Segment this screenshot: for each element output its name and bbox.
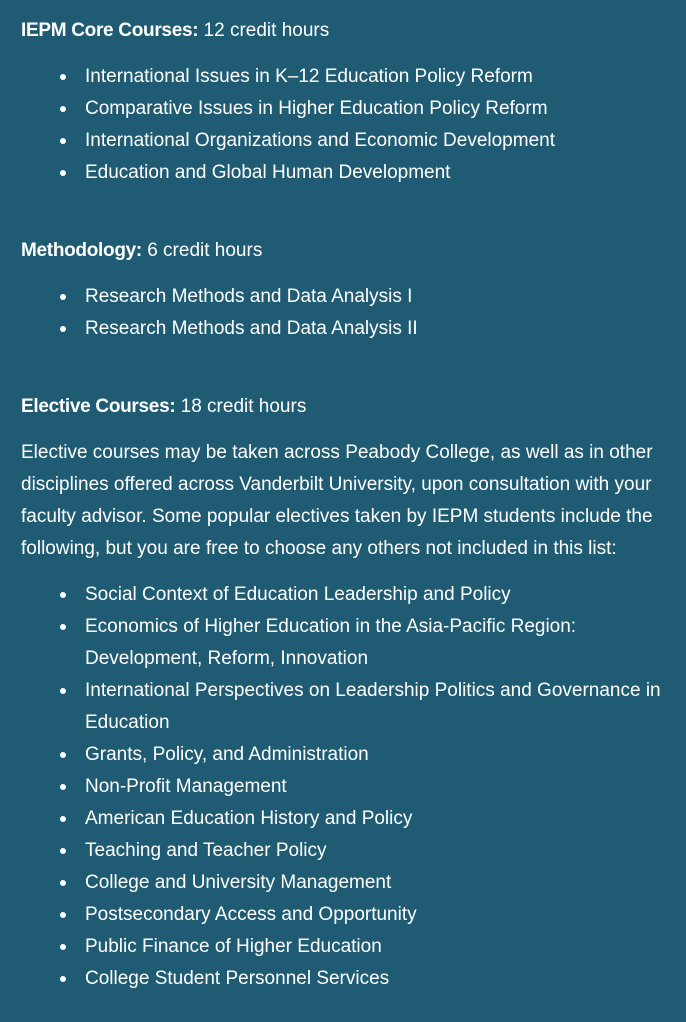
methodology-list bbox=[21, 281, 661, 345]
core-courses-heading bbox=[21, 15, 661, 47]
list-item: College and University Management bbox=[85, 867, 661, 899]
list-item: College Student Personnel Services bbox=[85, 963, 661, 995]
methodology-label: Methodology: bbox=[21, 240, 142, 261]
core-courses-label: IEPM Core Courses: bbox=[21, 20, 199, 41]
list-item: Grants, Policy, and Administration bbox=[85, 739, 661, 771]
list-item: International Organizations and Economic Development bbox=[85, 125, 661, 157]
methodology-credits: 6 credit hours bbox=[141, 240, 263, 261]
list-item: Teaching and Teacher Policy bbox=[85, 835, 661, 867]
list-item: Comparative Issues in Higher Education Policy Reform bbox=[85, 93, 661, 125]
list-item: Social Context of Education Leadership and Policy bbox=[85, 579, 661, 611]
elective-courses-credits: 18 credit hours bbox=[175, 396, 307, 417]
methodology-heading bbox=[21, 235, 661, 267]
list-item: International Perspectives on Leadership Politics and Governance in Education bbox=[85, 675, 661, 739]
list-item: Research Methods and Data Analysis I bbox=[85, 281, 661, 313]
course-requirements bbox=[21, 15, 661, 995]
core-courses-list bbox=[21, 61, 661, 189]
elective-courses-heading bbox=[21, 391, 661, 423]
list-item: Postsecondary Access and Opportunity bbox=[85, 899, 661, 931]
list-item: Non-Profit Management bbox=[85, 771, 661, 803]
elective-description: Elective courses may be taken across Peabody College, as well as in other disciplines offered across Vanderbilt University, upon consultation with your faculty advisor. Some popular electives taken by IEPM students include the following, but you are free to choose any others not included in this list: bbox=[21, 442, 653, 559]
core-courses-credits: 12 credit hours bbox=[198, 20, 330, 41]
list-item: American Education History and Policy bbox=[85, 803, 661, 835]
list-item: Research Methods and Data Analysis II bbox=[85, 313, 661, 345]
elective-courses-label: Elective Courses: bbox=[21, 396, 176, 417]
list-item: Education and Global Human Development bbox=[85, 157, 661, 189]
list-item: Economics of Higher Education in the Asia-Pacific Region: Development, Reform, Innovation bbox=[85, 611, 661, 675]
list-item: International Issues in K–12 Education Policy Reform bbox=[85, 61, 661, 93]
list-item: Public Finance of Higher Education bbox=[85, 931, 661, 963]
elective-courses-list bbox=[21, 579, 661, 995]
